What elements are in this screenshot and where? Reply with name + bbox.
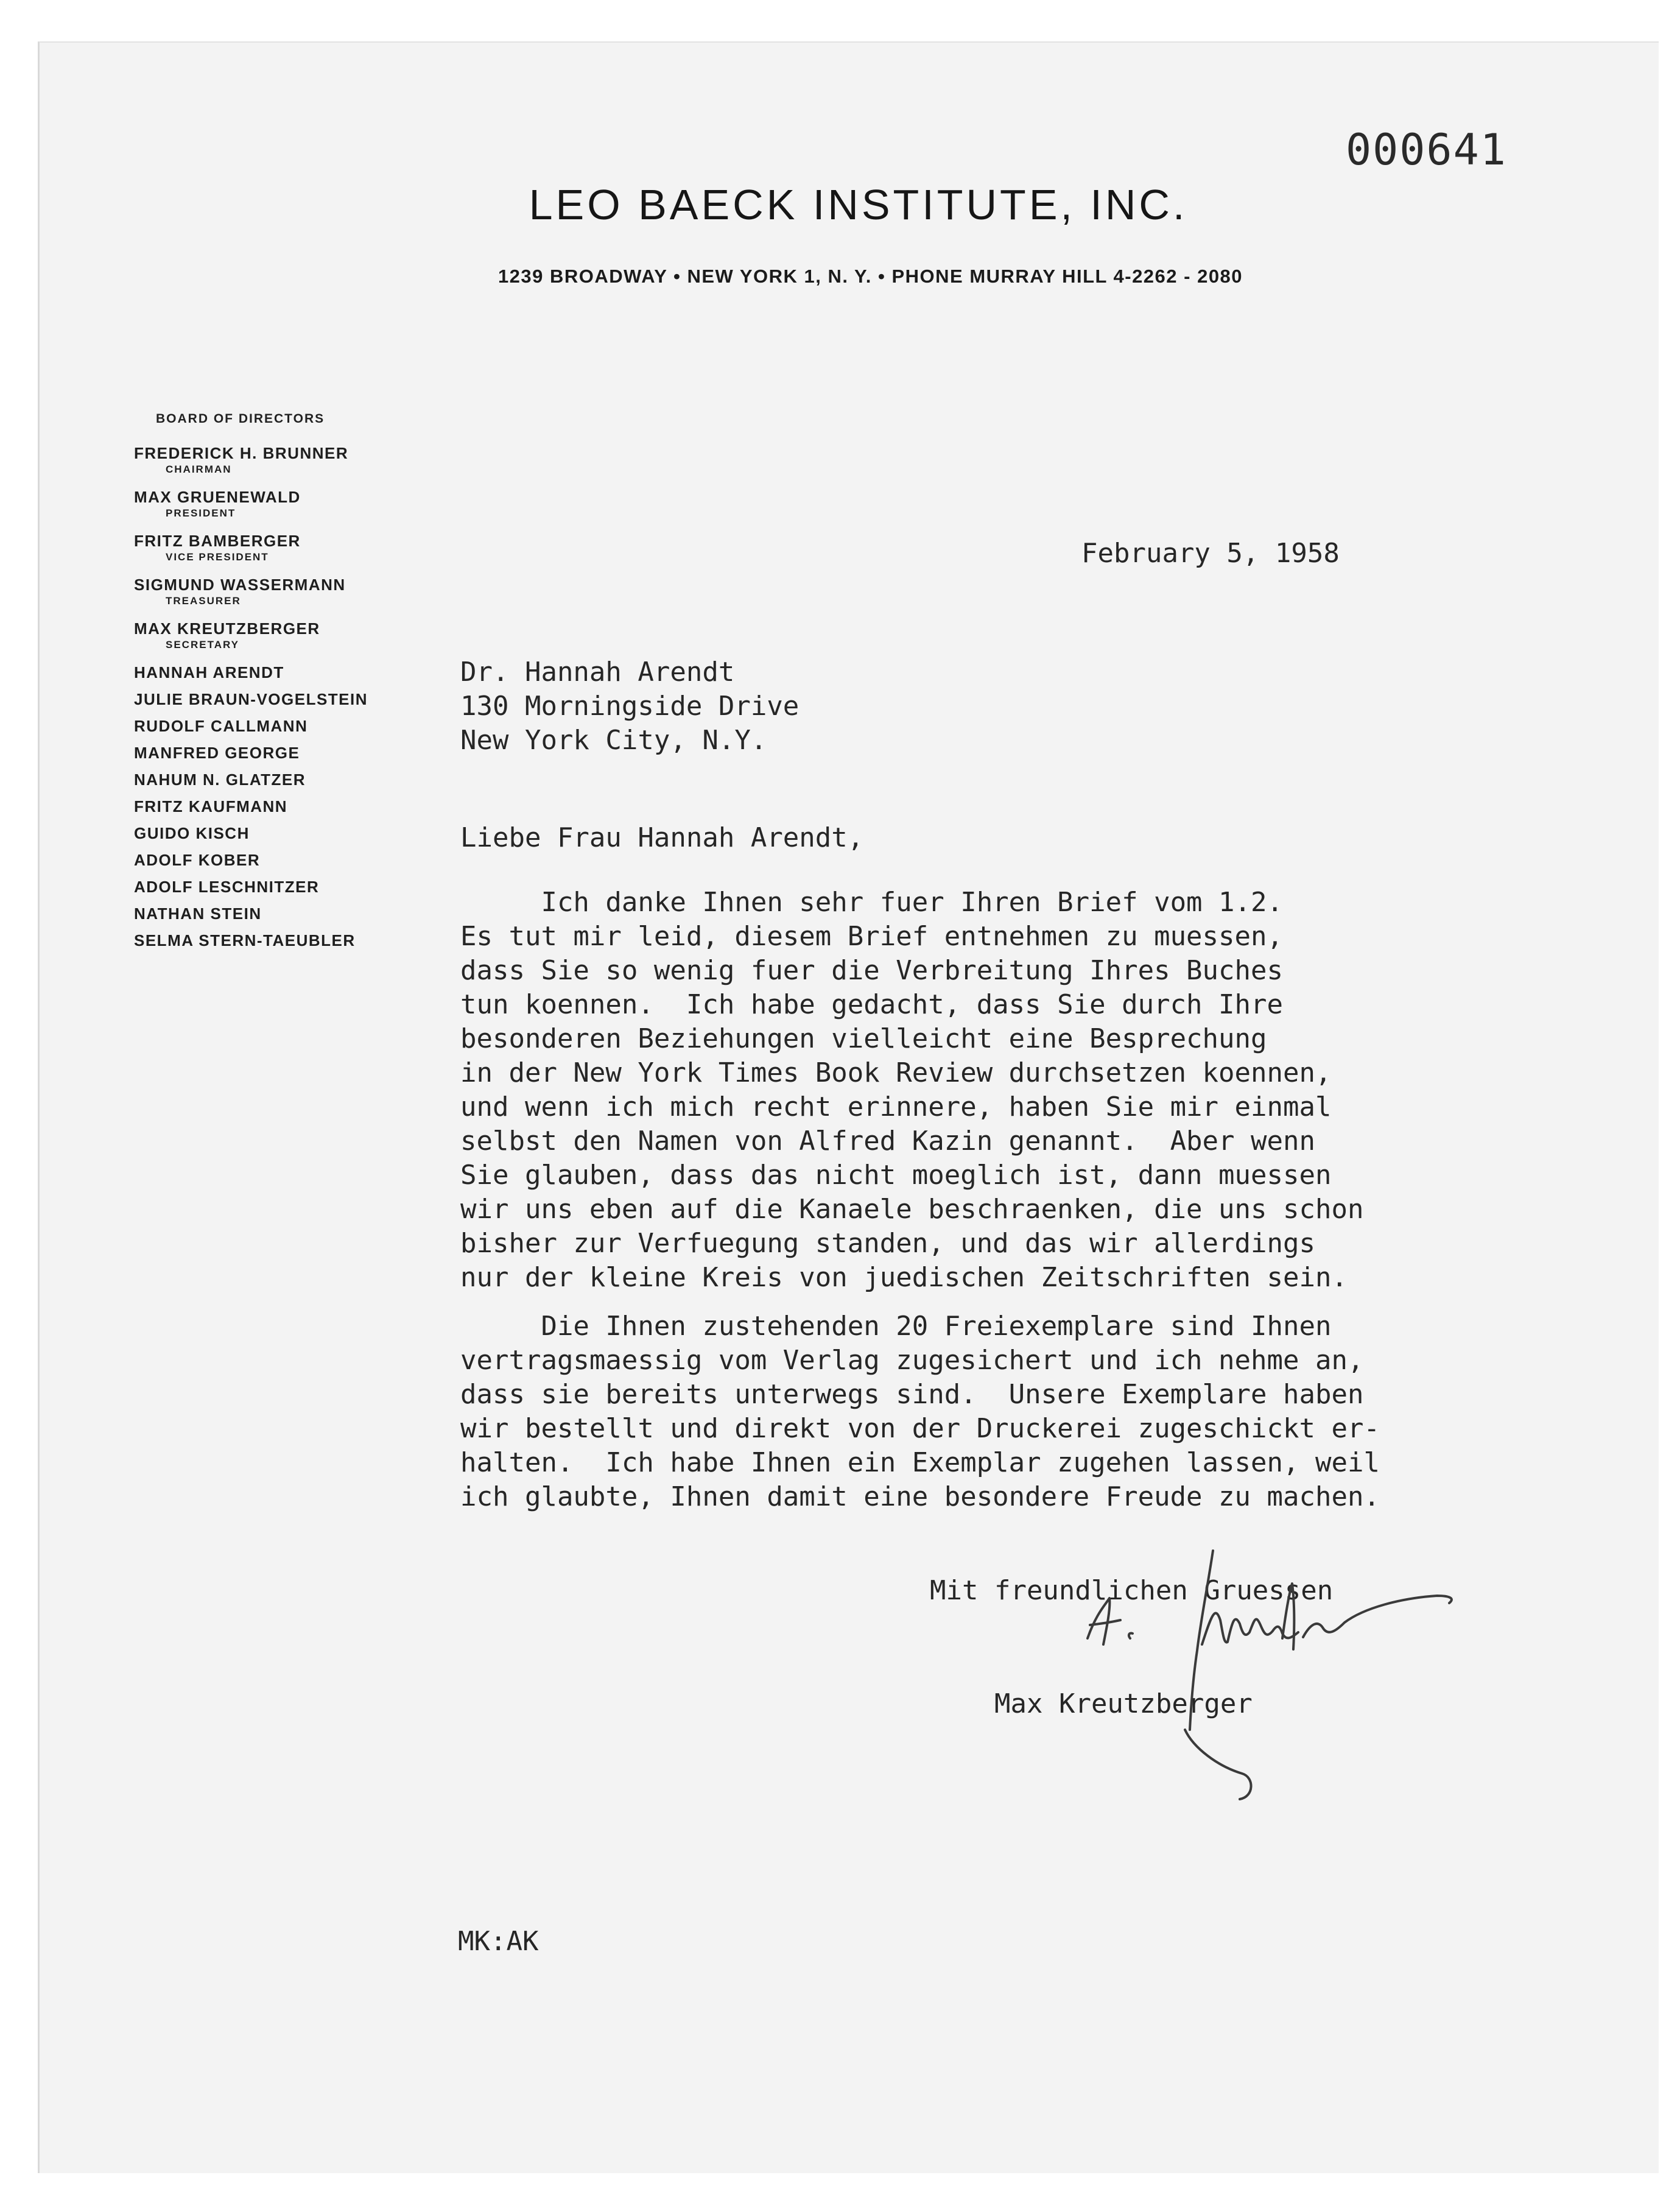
letterhead-address: 1239 BROADWAY • NEW YORK 1, N. Y. • PHONE MURRAY HILL 4-2262 - 2080 [497,266,1243,287]
board-member-name: JULIE BRAUN-VOGELSTEIN [134,690,368,708]
document-number: 000641 [1346,125,1507,175]
signer-name: Max Kreutzberger [994,1688,1253,1719]
body-line: dass sie bereits unterwegs sind. Unsere Exemplare haben [460,1379,1364,1410]
board-member-name: MAX GRUENEWALD [134,488,301,506]
body-line: wir uns eben auf die Kanaele beschraenken, die uns schon [460,1194,1364,1225]
body-line: dass Sie so wenig fuer die Verbreitung Ihres Buches [460,955,1284,986]
body-line: Es tut mir leid, diesem Brief entnehmen zu muessen, [460,921,1284,952]
board-member-name: GUIDO KISCH [134,824,250,842]
board-member-name: NAHUM N. GLATZER [134,770,306,789]
board-member [134,440,426,480]
recipient-line: New York City, N.Y. [460,725,767,756]
letter-date: February 5, 1958 [1081,538,1340,569]
body-line: Sie glauben, dass das nicht moeglich ist, dann muessen [460,1160,1332,1191]
board-member-title: PRESIDENT [166,507,236,519]
body-line: selbst den Namen von Alfred Kazin genannt. Aber wenn [460,1126,1315,1157]
reference-initials: MK:AK [458,1926,539,1957]
board-member-title: TREASURER [166,595,241,607]
board-member [134,766,426,793]
handwritten-signature [1072,1547,1498,1803]
board-member [134,527,426,568]
body-line: ich glaubte, Ihnen damit eine besondere Freude zu machen. [460,1481,1380,1512]
board-member-name: RUDOLF CALLMANN [134,717,308,735]
letterhead-organization: LEO BAECK INSTITUTE, INC. [529,181,1188,228]
board-member [134,659,426,686]
board-member [134,484,426,524]
body-line: in der New York Times Book Review durchsetzen koennen, [460,1057,1332,1088]
body-line: halten. Ich habe Ihnen ein Exemplar zugehen lassen, weil [460,1447,1380,1478]
board-member-name: SELMA STERN-TAEUBLER [134,931,356,950]
board-member-title: VICE PRESIDENT [166,551,269,563]
body-line: tun koennen. Ich habe gedacht, dass Sie durch Ihre [460,989,1284,1020]
board-member [134,739,426,766]
board-member [134,571,426,611]
body-line: besonderen Beziehungen vielleicht eine Besprechung [460,1023,1267,1054]
board-member [134,713,426,739]
board-member [134,927,426,954]
body-paragraph-1 [460,886,1363,1295]
board-member [134,873,426,900]
board-member [134,615,426,655]
board-member [134,686,426,713]
body-line: wir bestellt und direkt von der Druckerei zugeschickt er- [460,1413,1380,1444]
body-line: vertragsmaessig vom Verlag zugesichert und ich nehme an, [460,1345,1364,1376]
board-member [134,793,426,820]
board-member-title: CHAIRMAN [166,463,232,475]
board-member-name: HANNAH ARENDT [134,663,284,682]
board-heading: BOARD OF DIRECTORS [156,412,325,426]
recipient-line: Dr. Hannah Arendt [460,657,735,688]
board-member [134,847,426,873]
board-member-name: ADOLF KOBER [134,851,261,869]
board-member-name: NATHAN STEIN [134,904,262,923]
body-line: Die Ihnen zustehenden 20 Freiexemplare sind Ihnen [460,1311,1332,1342]
body-line: bisher zur Verfuegung standen, und das wir allerdings [460,1228,1315,1259]
board-member-name: ADOLF LESCHNITZER [134,878,320,896]
body-line: nur der kleine Kreis von juedischen Zeitschriften sein. [460,1262,1348,1293]
board-member-name: SIGMUND WASSERMANN [134,576,346,594]
board-member-title: SECRETARY [166,639,239,650]
board-member-name: MAX KREUTZBERGER [134,619,320,638]
board-member-name: FRITZ KAUFMANN [134,797,288,816]
body-line: und wenn ich mich recht erinnere, haben Sie mir einmal [460,1091,1332,1122]
recipient-line: 130 Morningside Drive [460,691,800,722]
salutation: Liebe Frau Hannah Arendt, [460,822,864,853]
board-member-name: MANFRED GEORGE [134,744,300,762]
board-member-name: FRITZ BAMBERGER [134,532,301,550]
board-member [134,900,426,927]
body-line: Ich danke Ihnen sehr fuer Ihren Brief vom 1.2. [460,887,1284,918]
board-member [134,820,426,847]
board-of-directors-list [134,440,426,954]
closing: Mit freundlichen Gruessen [930,1575,1334,1606]
board-member-name: FREDERICK H. BRUNNER [134,444,349,462]
recipient-address [460,655,799,758]
body-paragraph-2 [460,1309,1380,1514]
